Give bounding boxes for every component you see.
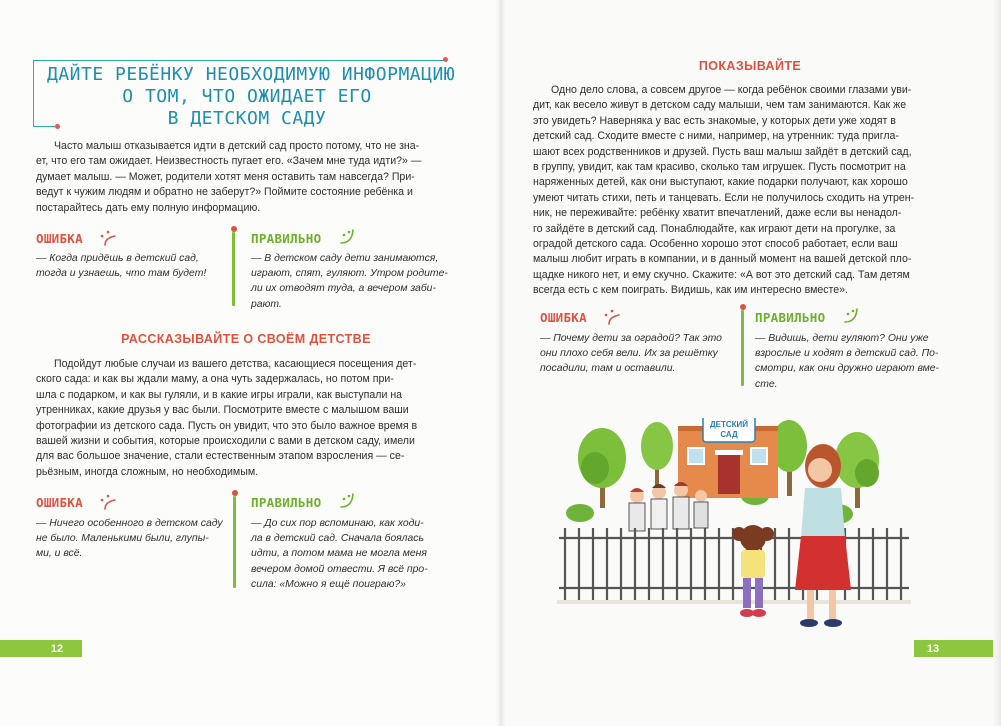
text-line: сила: «Можно я ещё поиграю?» xyxy=(251,578,406,590)
text-line: умеют читать стихи, петь и танцевать. Если не получилось сходить на утрен- xyxy=(533,191,915,204)
sad-face-icon xyxy=(600,307,622,327)
text-line: — Почему дети за оградой? Так это xyxy=(540,333,722,344)
text-line: щадке никого нет, и ему скучно. Скажите: «А вот это детский сад. Там детям xyxy=(533,268,910,281)
correct-label: ПРАВИЛЬНО xyxy=(251,495,322,510)
title-frame-left xyxy=(33,60,34,126)
text-line: шают всех родственников и друзей. Пусть ваш малыш зайдёт в детский сад, xyxy=(533,145,912,158)
page-number: 12 xyxy=(50,642,64,655)
text-line: для вас большое значение, стали естественным этапом взросления — се- xyxy=(36,450,405,463)
smile-face-icon xyxy=(336,226,358,246)
text-line: ник, не переживайте: ребёнку хватит впечатлений, даже если вы ненадол- xyxy=(533,207,902,220)
text-line: ми, и всё. xyxy=(36,548,83,560)
text-line: взрослые и ходят в детский сад. По- xyxy=(755,348,939,360)
correct-example xyxy=(251,251,448,312)
smile-face-icon xyxy=(336,490,358,510)
correct-example xyxy=(251,516,428,592)
text-line: тогда и узнаешь, что там будет! xyxy=(36,268,207,280)
title-frame-top xyxy=(33,60,445,61)
text-line: утренниках, какие друзья у вас были. Посмотрите вместе с малышом ваши xyxy=(36,404,409,417)
correct-example xyxy=(755,331,939,392)
text-line: — Видишь, дети гуляют? Они уже xyxy=(755,333,929,344)
text-line: наряженных детей, как они выступают, какие подарки получают, как хорошо xyxy=(533,176,908,189)
text-line: — В детском саду дети занимаются, xyxy=(251,253,439,264)
title-frame-dot xyxy=(443,57,448,62)
text-line: это увидеть? Наверняка у вас есть знакомые, у которых дети уже ходят в xyxy=(533,114,896,127)
tree-icon xyxy=(578,428,626,508)
chapter-title-line: В ДЕТСКОМ САДУ xyxy=(167,108,327,129)
text-line: детский сад. Сходите вместе с ними, например, на утренник: туда пригла- xyxy=(533,130,899,143)
text-line: оградой детского сада. Особенно хорошо этот способ работает, если ваш xyxy=(533,238,898,251)
tree-icon xyxy=(641,422,673,492)
text-line: — Когда придёшь в детский сад, xyxy=(36,253,199,264)
text-line: вашей жизни и события, которые происходили с вами в детском саду, имели xyxy=(36,435,415,448)
ground xyxy=(557,600,911,604)
page-number: 13 xyxy=(926,642,940,655)
text-line: сте. xyxy=(755,378,778,390)
text-line: Одно дело слова, а совсем другое — когда ребёнок своими глазами уви- xyxy=(551,84,912,96)
text-line: рают. xyxy=(251,298,282,310)
text-line: шла с подарком, и как вы гуляли, и в какие игры играли, как выступали на xyxy=(36,388,403,401)
sign-text-line: ДЕТСКИЙ xyxy=(709,420,749,429)
error-example xyxy=(36,251,206,281)
text-line: всегда есть с кем поиграть. Видишь, как им интересно вместе». xyxy=(533,284,849,297)
error-example xyxy=(36,516,223,562)
text-line: ла в детский сад. Сначала боялась xyxy=(251,533,424,545)
error-label: ОШИБКА xyxy=(540,310,587,325)
error-example xyxy=(540,331,722,377)
text-line: — До сих пор вспоминаю, как ходи- xyxy=(251,518,424,529)
sad-face-icon xyxy=(96,492,118,512)
divider-bar xyxy=(232,232,235,306)
section-paragraph xyxy=(533,83,963,299)
text-line: идти, а потом мама не могла меня xyxy=(251,548,427,560)
text-line: дит, как весело живут в детском саду малыши, чем там занимаются. Как же xyxy=(533,99,907,112)
text-line: вечером домой отвести. Я всё про- xyxy=(251,563,428,575)
text-line: смотри, как они дружно играют вме- xyxy=(755,363,940,375)
text-line: малыш любит играть в компании, и в данный момент на вашей детской пло- xyxy=(533,253,912,266)
section-heading: РАССКАЗЫВАЙТЕ О СВОЁМ ДЕТСТВЕ xyxy=(121,332,371,346)
divider-bar xyxy=(233,496,236,588)
divider-bar xyxy=(741,310,744,386)
text-line: не было. Маленькими были, глупы- xyxy=(36,533,209,545)
text-line: думает малыш. — Может, родители хотят меня оставить там навсегда? При- xyxy=(36,170,415,183)
text-line: постарайтесь дать ему полную информацию. xyxy=(36,201,261,214)
error-label: ОШИБКА xyxy=(36,495,83,510)
chapter-title xyxy=(47,64,456,130)
text-line: посадили, там и оставили. xyxy=(540,363,676,375)
section-paragraph xyxy=(36,357,456,480)
error-label: ОШИБКА xyxy=(36,231,83,246)
chapter-title-line: ДАЙТЕ РЕБЁНКУ НЕОБХОДИМУЮ ИНФОРМАЦИЮ xyxy=(47,64,456,85)
text-line: ет, что его там ожидает. Неизвестность пугает его. «Зачем мне туда идти?» — xyxy=(36,155,422,168)
text-line: в группу, увидит, как там красиво, сколько там игрушек. Пусть посмотрит на xyxy=(533,161,906,174)
text-line: ли их отводят туда, а вечером заби- xyxy=(251,283,436,295)
text-line: ского сада: и как вы ждали маму, а она чуть задержалась, но потом при- xyxy=(36,373,394,386)
text-line: играют, спят, гуляют. Утром родите- xyxy=(251,268,448,280)
page-edge-shadow xyxy=(993,0,1001,726)
kindergarten-sign xyxy=(703,418,755,442)
text-line: — Ничего особенного в детском саду xyxy=(36,518,223,529)
bush-icon xyxy=(566,504,594,522)
sign-text-line: САД xyxy=(720,430,738,439)
correct-label: ПРАВИЛЬНО xyxy=(755,310,826,325)
smile-face-icon xyxy=(840,305,862,325)
text-line: фотографии из детского сада. Пусть он увидит, что это было важное время в xyxy=(36,419,418,432)
chapter-title-line: О ТОМ, ЧТО ОЖИДАЕТ ЕГО xyxy=(122,86,372,107)
text-line: Подойдут любые случаи из вашего детства, касающиеся посещения дет- xyxy=(54,358,417,370)
chapter-title-box xyxy=(33,60,456,129)
book-gutter xyxy=(496,0,506,726)
correct-label: ПРАВИЛЬНО xyxy=(251,231,322,246)
text-line: они плохо себя вели. Их за решётку xyxy=(540,348,718,360)
section-heading: ПОКАЗЫВАЙТЕ xyxy=(698,59,802,73)
left-page xyxy=(0,0,500,726)
kindergarten-illustration xyxy=(555,418,913,636)
text-line: Часто малыш отказывается идти в детский сад просто потому, что не зна- xyxy=(54,140,420,152)
intro-paragraph xyxy=(36,139,456,216)
text-line: го зайдёте в детский сад. Понаблюдайте, как играют дети на прогулке, за xyxy=(533,222,896,235)
text-line: рьёзным, иногда сложным, но необходимым. xyxy=(36,465,259,478)
sad-face-icon xyxy=(96,228,118,248)
text-line: ведут к чужим людям и обратно не заберут?» Поймите состояние ребёнка и xyxy=(36,186,413,199)
